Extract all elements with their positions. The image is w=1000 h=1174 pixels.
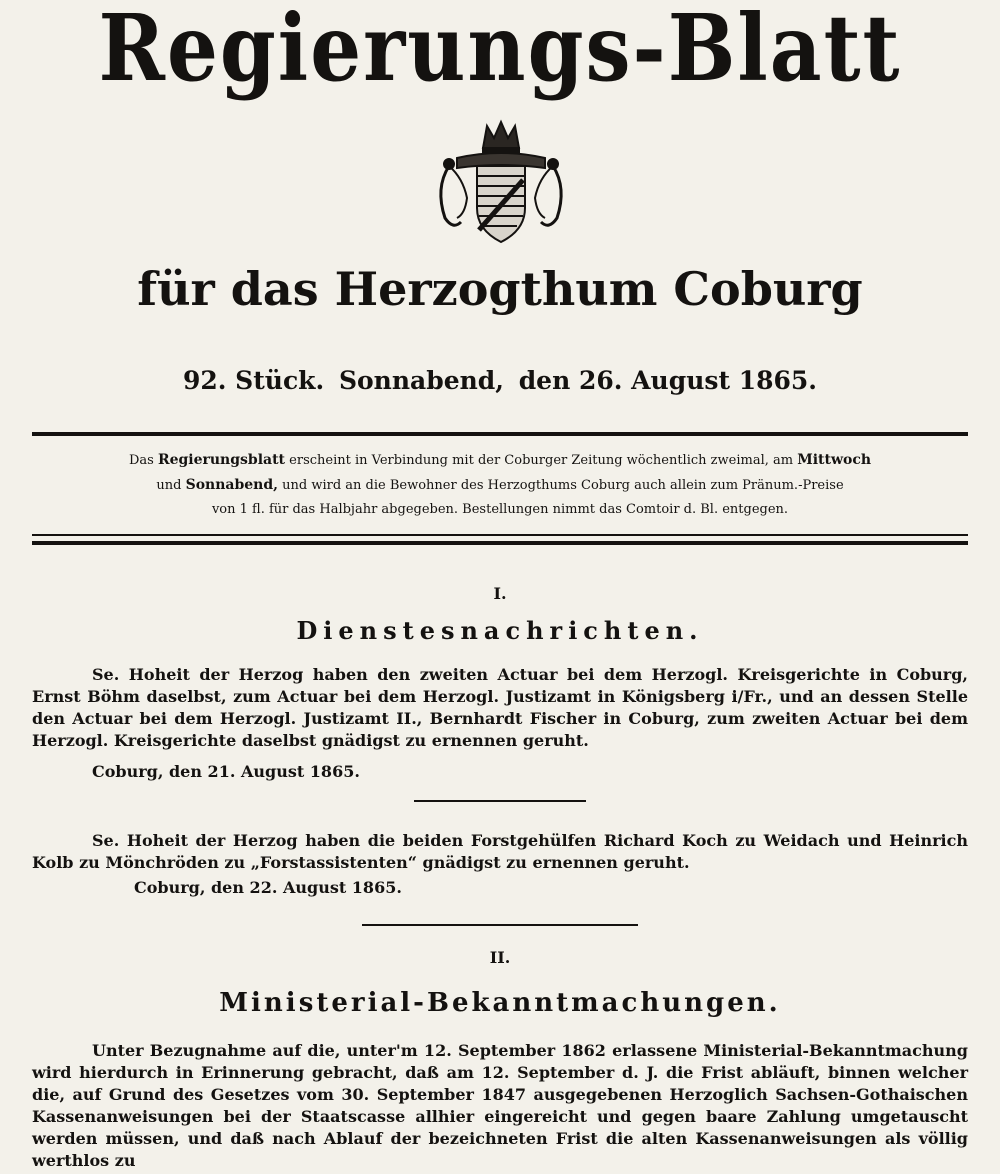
header-rule-bottom xyxy=(32,534,968,536)
paragraph: Se. Hoheit der Herzog haben die beiden Forstgehülfen Richard Koch zu Weidach und Heinrich Kolb zu Mönchröden zu „Forstassistenten“ gnädigst zu ernennen geruht. xyxy=(32,831,968,872)
separator-rule xyxy=(362,924,638,926)
notice-bold-day: Mittwoch xyxy=(797,452,872,468)
notice-bold-day: Sonnabend, xyxy=(185,477,278,493)
header-rule-top xyxy=(32,432,968,436)
notice-text: und wird an die Bewohner des Herzogthums Coburg auch allein zum Pränum.-Preise xyxy=(282,478,844,493)
notice-text: Das xyxy=(128,453,154,468)
issue-line xyxy=(0,366,1000,395)
notice-line-1 xyxy=(32,448,968,473)
subscription-notice xyxy=(32,448,968,522)
section-title-1: Dienstesnachrichten. xyxy=(296,616,704,645)
section-number-2: II. xyxy=(489,948,511,967)
place-date-line: Coburg, den 21. August 1865. xyxy=(92,762,360,781)
place-date-line: Coburg, den 22. August 1865. xyxy=(134,878,402,897)
paragraph: Se. Hoheit der Herzog haben den zweiten Actuar bei dem Herzogl. Kreisgerichte in Coburg, Ernst Böhm daselbst, zum Actuar bei dem Herzogl. Justizamt in Königsberg i/Fr., und an dessen Stelle den Actuar bei dem Herzogl. Justizamt II., Bernhardt Fischer in Coburg, zum zweiten Actuar bei dem Herzogl. Kreisgerichte daselbst gnädigst zu ernennen geruht. xyxy=(32,665,968,750)
notice-text: und xyxy=(156,478,182,493)
header-rule-bottom-2 xyxy=(32,541,968,545)
notice-bold-name: Regierungsblatt xyxy=(157,452,286,468)
notice-line-3: von 1 fl. für das Halbjahr abgegeben. Bestellungen nimmt das Comtoir d. Bl. entgegen. xyxy=(211,502,789,517)
paragraph: Unter Bezugnahme auf die, unter'm 12. September 1862 erlassene Ministerial-Bekanntmachung wird hierdurch in Erinnerung gebracht, daß am 12. September d. J. die Frist abläuft, binnen welcher die, auf Grund des Gesetzes vom 30. September 1847 ausgegebenen Herzoglich Sachsen-Gothaischen Kassenanweisungen bei der Staatscasse allhier eingereicht und gegen baare Zahlung umgetauscht werden müssen, und daß nach Ablauf der bezeichneten Frist die alten Kassenanweisungen als völlig werthlos zu xyxy=(32,1041,968,1170)
coat-of-arms-icon xyxy=(427,118,575,248)
newspaper-subtitle: für das Herzogthum Coburg xyxy=(137,262,863,316)
separator-rule xyxy=(414,800,586,802)
section-title-2: Ministerial-Bekanntmachungen. xyxy=(219,988,781,1018)
issue-weekday: Sonnabend, xyxy=(338,366,504,395)
issue-number: 92. Stück. xyxy=(182,366,325,395)
issue-date: den 26. August 1865. xyxy=(518,366,817,395)
section-number-1: I. xyxy=(493,584,507,603)
masthead-title: Regierungs-Blatt xyxy=(98,0,902,103)
notice-line-2 xyxy=(32,473,968,498)
notice-text: erscheint in Verbindung mit der Coburger Zeitung wöchentlich zweimal, am xyxy=(289,453,794,468)
